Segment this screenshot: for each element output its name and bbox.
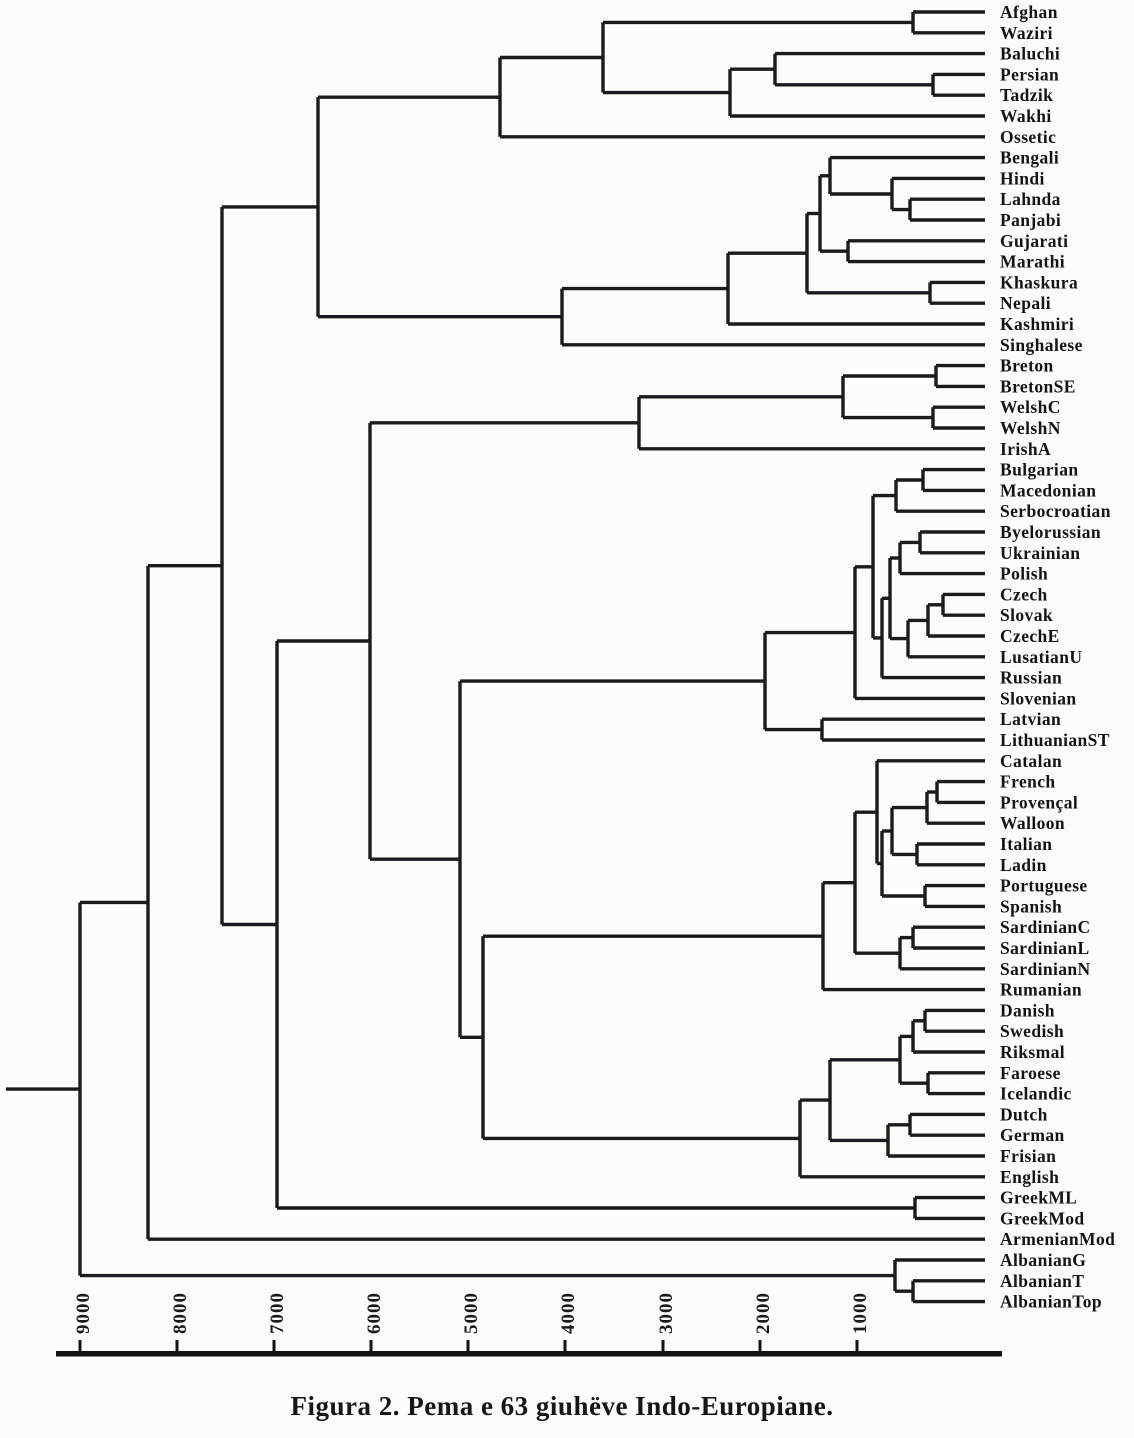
leaf-label: Serbocroatian bbox=[1000, 501, 1111, 522]
leaf-label: SardinianC bbox=[1000, 917, 1091, 938]
leaf-label: Khaskura bbox=[1000, 272, 1079, 293]
leaf-label: Nepali bbox=[1000, 293, 1052, 314]
tree-edges bbox=[6, 12, 985, 1302]
axis-tick-label: 7000 bbox=[267, 1292, 288, 1334]
leaf-label: Tadzik bbox=[1000, 85, 1054, 106]
figure-caption: Figura 2. Pema e 63 giuhëve Indo-Europiane. bbox=[290, 1391, 834, 1421]
leaf-label: Wakhi bbox=[1000, 106, 1052, 126]
axis-tick bbox=[467, 1340, 470, 1351]
leaf-label: Bulgarian bbox=[1000, 459, 1079, 480]
leaf-label: Latvian bbox=[1000, 709, 1062, 730]
leaf-label: WelshN bbox=[1000, 418, 1061, 438]
leaf-label: ArmenianMod bbox=[1000, 1229, 1116, 1250]
leaf-label: Danish bbox=[1000, 1000, 1055, 1021]
leaf-label: Portuguese bbox=[1000, 875, 1088, 896]
leaf-label: Afghan bbox=[1000, 2, 1058, 22]
leaf-label: AlbanianTop bbox=[1000, 1291, 1103, 1312]
leaf-label: Russian bbox=[1000, 667, 1063, 688]
leaf-label: Rumanian bbox=[1000, 979, 1082, 1000]
leaf-label: Catalan bbox=[1000, 750, 1063, 771]
leaf-label: LusatianU bbox=[1000, 646, 1083, 667]
leaf-label: Icelandic bbox=[1000, 1083, 1072, 1104]
axis-tick-label: 6000 bbox=[364, 1292, 385, 1334]
leaf-label: German bbox=[1000, 1125, 1065, 1146]
leaf-label: Byelorussian bbox=[1000, 522, 1102, 542]
leaf-label: GreekML bbox=[1000, 1187, 1078, 1208]
axis-tick bbox=[79, 1340, 82, 1351]
leaf-label: IrishA bbox=[1000, 438, 1052, 459]
leaf-label: Ossetic bbox=[1000, 126, 1057, 147]
leaf-label: Singhalese bbox=[1000, 334, 1083, 355]
leaf-label: Faroese bbox=[1000, 1062, 1061, 1083]
leaf-label: Kashmiri bbox=[1000, 314, 1075, 334]
leaf-label: Slovak bbox=[1000, 605, 1053, 626]
leaf-label: French bbox=[1000, 771, 1056, 792]
axis-tick-label: 8000 bbox=[170, 1292, 191, 1334]
leaf-label: Frisian bbox=[1000, 1146, 1057, 1166]
leaf-label: LithuanianST bbox=[1000, 730, 1110, 750]
leaf-label: Persian bbox=[1000, 64, 1060, 85]
leaf-label: SardinianL bbox=[1000, 938, 1090, 958]
leaf-label: Swedish bbox=[1000, 1021, 1065, 1042]
leaf-label: Waziri bbox=[1000, 22, 1053, 43]
leaf-label: Dutch bbox=[1000, 1104, 1048, 1125]
leaf-label: Spanish bbox=[1000, 896, 1063, 917]
leaf-label: CzechE bbox=[1000, 626, 1060, 646]
axis-tick-label: 1000 bbox=[850, 1292, 871, 1334]
leaf-label: Macedonian bbox=[1000, 480, 1097, 501]
leaf-labels bbox=[1000, 2, 1115, 1312]
axis-tick bbox=[273, 1340, 276, 1351]
axis-tick bbox=[856, 1340, 859, 1351]
leaf-label: Marathi bbox=[1000, 251, 1066, 272]
leaf-label: Lahnda bbox=[1000, 189, 1061, 210]
leaf-label: Slovenian bbox=[1000, 688, 1077, 709]
axis-tick-label: 5000 bbox=[461, 1292, 482, 1334]
leaf-label: Ladin bbox=[1000, 854, 1047, 875]
time-axis bbox=[56, 1292, 1002, 1357]
leaf-label: GreekMod bbox=[1000, 1208, 1085, 1229]
leaf-label: Ukrainian bbox=[1000, 542, 1081, 563]
axis-tick bbox=[662, 1340, 665, 1351]
leaf-label: Provençal bbox=[1000, 792, 1079, 813]
leaf-label: Walloon bbox=[1000, 813, 1066, 834]
leaf-label: Riksmal bbox=[1000, 1042, 1066, 1062]
leaf-label: Baluchi bbox=[1000, 43, 1061, 64]
leaf-label: Czech bbox=[1000, 584, 1048, 605]
leaf-label: WelshC bbox=[1000, 397, 1061, 418]
leaf-label: Breton bbox=[1000, 355, 1054, 376]
axis-line bbox=[56, 1351, 1002, 1357]
leaf-label: AlbanianT bbox=[1000, 1270, 1085, 1291]
leaf-label: Panjabi bbox=[1000, 210, 1062, 230]
leaf-label: Hindi bbox=[1000, 168, 1045, 189]
leaf-label: Italian bbox=[1000, 834, 1053, 854]
leaf-label: Gujarati bbox=[1000, 230, 1069, 251]
leaf-label: SardinianN bbox=[1000, 958, 1091, 979]
leaf-label: Bengali bbox=[1000, 147, 1060, 168]
axis-tick-label: 2000 bbox=[753, 1292, 774, 1334]
axis-tick bbox=[370, 1340, 373, 1351]
leaf-label: AlbanianG bbox=[1000, 1250, 1087, 1270]
axis-tick bbox=[759, 1340, 762, 1351]
axis-tick-label: 9000 bbox=[73, 1292, 94, 1334]
axis-tick bbox=[176, 1340, 179, 1351]
axis-tick-label: 4000 bbox=[558, 1292, 579, 1334]
axis-tick-label: 3000 bbox=[656, 1292, 677, 1334]
leaf-label: BretonSE bbox=[1000, 376, 1076, 397]
leaf-label: Polish bbox=[1000, 563, 1049, 584]
leaf-label: English bbox=[1000, 1166, 1060, 1187]
axis-tick bbox=[564, 1340, 567, 1351]
